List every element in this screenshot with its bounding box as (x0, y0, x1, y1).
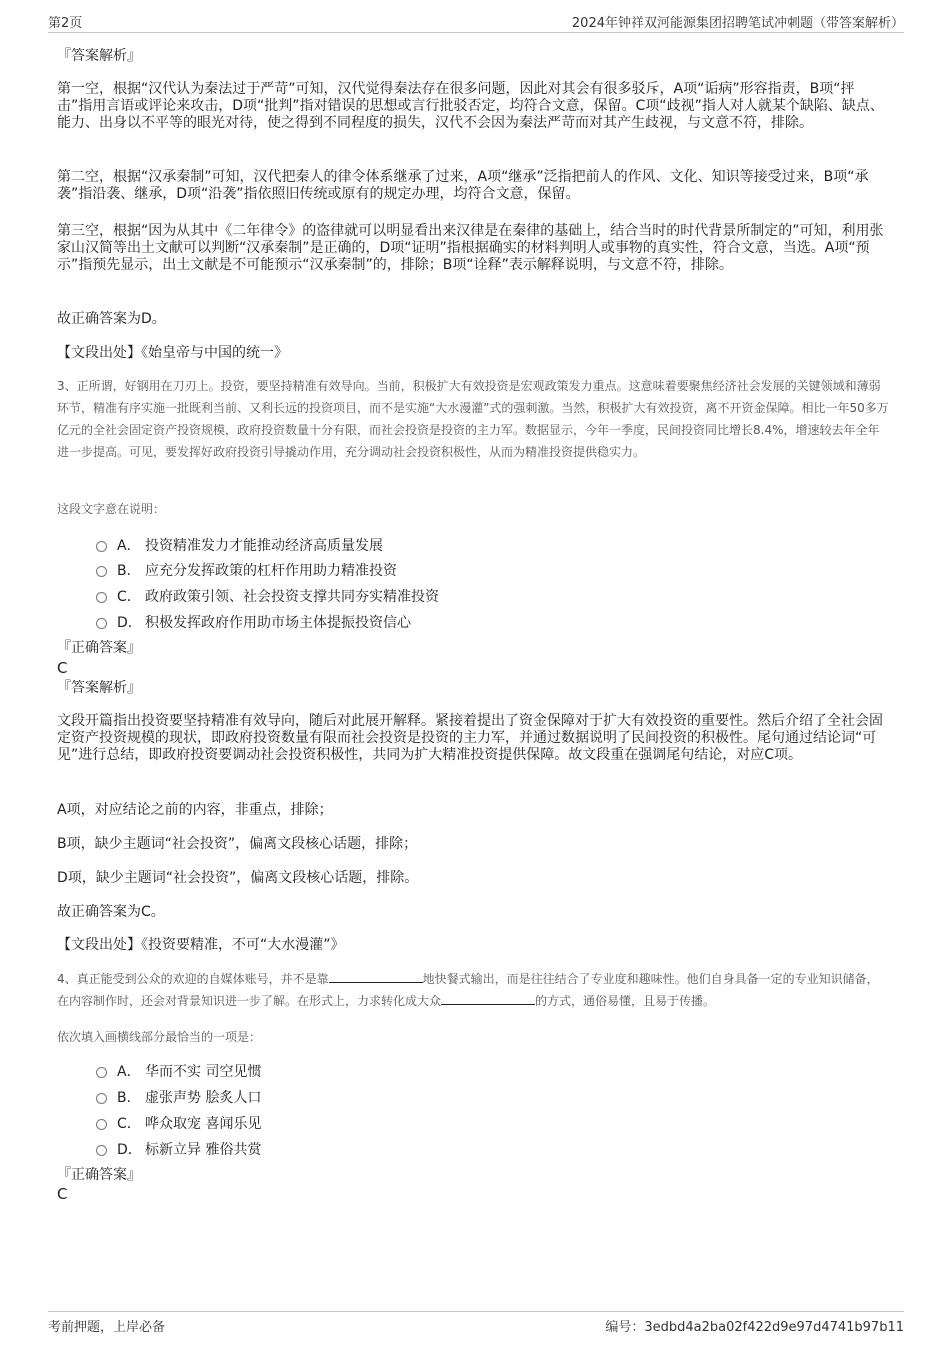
q3-ask: 这段文字意在说明： (57, 502, 166, 516)
radio-icon[interactable] (96, 592, 107, 603)
q3-option-b[interactable]: B． 应充分发挥政策的杠杆作用助力精准投资 (96, 560, 397, 580)
fill-blank-2[interactable] (441, 992, 535, 1005)
footer-slogan: 考前押题，上岸必备 (48, 1320, 166, 1335)
q3-correct-answer: C (57, 659, 68, 677)
q3-option-c[interactable]: C． 政府政策引领、社会投资支撑共同夯实精准投资 (96, 586, 439, 606)
q4-question-text: 4、真正能受到公众的欢迎的自媒体账号，并不是靠 地快餐式输出，而是往往结合了专业度和趣味性。他们自身具备一定的专业知识储备，在内容制作时，还会对背景知识进一步了解。在形式上，力求转化成大众 的方式，通俗易懂，且易于传播。 (57, 972, 879, 1008)
q2-analysis-para1: 第一空，根据“汉代认为秦法过于严苛”可知，汉代觉得秦法存在很多问题，因此对其会有很多驳斥，A项“诟病”形容指责，B项“抨击”指用言语或评论来攻击，D项“批判”指对错误的思想或言行批驳否定，均符合文意，保留。C项“歧视”指人对人就某个缺陷、缺点、能力、出身以不平等的眼光对待，使之得到不同程度的损失，汉代不会因为秦法严苛而对其产生歧视，与文意不符，排除。 (57, 81, 884, 131)
q3-analysis-label: 『答案解析』 (57, 680, 141, 696)
q3-note-b: B项，缺少主题词“社会投资”，偏离文段核心话题，排除； (57, 836, 418, 852)
document-title: 2024年钟祥双河能源集团招聘笔试冲刺题（带答案解析） (571, 16, 904, 31)
page-footer (48, 1311, 904, 1339)
q2-analysis-para3: 第三空，根据“因为从其中《二年律令》的盗律就可以明显看出来汉律是在秦律的基础上，结合当时的时代背景所制定的”可知，利用张家山汉简等出土文献可以判断“汉承秦制”是正确的，D项“证明”指根据确实的材料判明人或事物的真实性，符合文意，当选。A项“预示”指预先显示，出土文献是不可能预示“汉承秦制”的，排除；B项“诠释”表示解释说明，与文意不符，排除。 (57, 223, 884, 273)
q3-analysis-para1: 文段开篇指出投资要坚持精准有效导向，随后对此展开解释。紧接着提出了资金保障对于扩大有效投资的重要性。然后介绍了全社会固定资产投资规模的现状，即政府投资数量有限而社会投资是投资的主力军，并通过数据说明了民间投资的积极性。尾句通过结论词“可见”进行总结，即政府投资要调动社会投资积极性，共同为扩大精准投资提供保障。故文段重在强调尾句结论，对应C项。 (57, 713, 883, 763)
page-number: 第2页 (48, 16, 83, 31)
q3-correct-label: 『正确答案』 (57, 640, 141, 656)
radio-icon[interactable] (96, 1093, 107, 1104)
radio-icon[interactable] (96, 618, 107, 629)
document-id: 编号：3edbd4a2ba02f422d9e97d4741b97b11 (605, 1320, 904, 1335)
radio-icon[interactable] (96, 1067, 107, 1078)
q4-option-d[interactable]: D． 标新立异 雅俗共赏 (96, 1139, 261, 1159)
q3-question-text: 3、正所谓，好钢用在刀刃上。投资，要坚持精准有效导向。当前，积极扩大有效投资是宏观政策发力重点。这意味着要聚焦经济社会发展的关键领域和薄弱环节，精准有序实施一批既利当前、又利长远的投资项目，而不是实施“大水漫灌”式的强刺激。当然，积极扩大有效投资，离不开资金保障。相比一年50多万亿元的全社会固定资产投资规模，政府投资数量十分有限，而社会投资是投资的主力军。数据显示，今年一季度，民间投资同比增长8.4%，增速较去年全年进一步提高。可见，要发挥好政府投资引导撬动作用，充分调动社会投资积极性，从而为精准投资提供稳实力。 (57, 379, 889, 459)
q2-source: 【文段出处】《始皇帝与中国的统一》 (57, 345, 288, 361)
page-header (48, 12, 904, 33)
radio-icon[interactable] (96, 541, 107, 552)
q3-source: 【文段出处】《投资要精准，不可“大水漫灌”》 (57, 937, 345, 953)
q3-option-d[interactable]: D． 积极发挥政府作用助市场主体提振投资信心 (96, 612, 411, 632)
q2-analysis-para2: 第二空，根据“汉承秦制”可知，汉代把秦人的律令体系继承了过来，A项“继承”泛指把前人的作风、文化、知识等接受过来，B项“承袭”指沿袭、继承，D项“沿袭”指依照旧传统或原有的规定办理，均符合文意，保留。 (57, 169, 869, 202)
q2-analysis-label: 『答案解析』 (57, 48, 141, 64)
radio-icon[interactable] (96, 1119, 107, 1130)
q4-correct-label: 『正确答案』 (57, 1167, 141, 1183)
q3-note-d: D项，缺少主题词“社会投资”，偏离文段核心话题，排除。 (57, 870, 419, 886)
q3-conclusion: 故正确答案为C。 (57, 904, 165, 920)
radio-icon[interactable] (96, 1145, 107, 1156)
fill-blank-1[interactable] (329, 970, 423, 983)
q4-option-c[interactable]: C． 哗众取宠 喜闻乐见 (96, 1113, 261, 1133)
q4-correct-answer: C (57, 1185, 68, 1203)
q4-option-b[interactable]: B． 虚张声势 脍炙人口 (96, 1087, 261, 1107)
q4-ask: 依次填入画横线部分最恰当的一项是： (57, 1030, 262, 1044)
q4-option-a[interactable]: A． 华而不实 司空见惯 (96, 1061, 261, 1081)
q2-conclusion: 故正确答案为D。 (57, 311, 166, 327)
radio-icon[interactable] (96, 566, 107, 577)
q3-option-a[interactable]: A． 投资精准发力才能推动经济高质量发展 (96, 535, 383, 555)
q3-note-a: A项，对应结论之前的内容，非重点，排除； (57, 802, 333, 818)
